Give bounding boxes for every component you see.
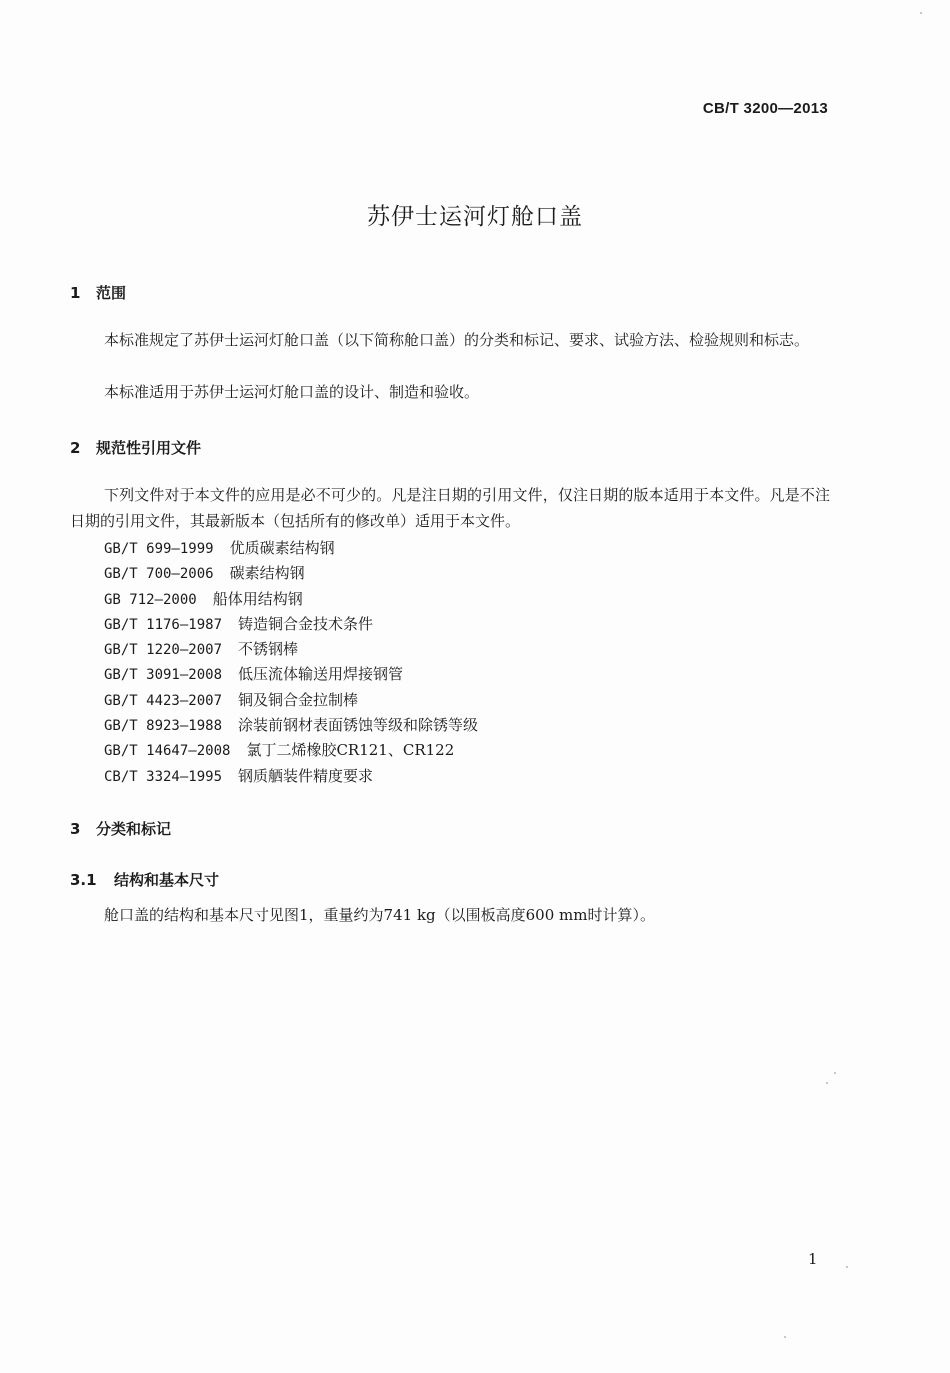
scan-speck [826,1082,828,1084]
subsection-3-1-heading [70,869,219,890]
section-title: 范围 [96,284,127,302]
reference-title: 钢质舾装件精度要求 [238,766,374,785]
reference-code: GB/T 700—2006 [104,566,214,583]
reference-item [104,612,478,637]
reference-item [104,561,478,586]
reference-title: 船体用结构钢 [212,589,303,608]
scope-paragraph-2: 本标准适用于苏伊士运河灯舱口盖的设计、制造和验收。 [104,383,480,401]
subsection-3-1-text: 舱口盖的结构和基本尺寸见图1，重量约为741 kg（以围板高度600 mm时计算）。 [104,906,655,924]
section-title: 分类和标记 [96,820,172,838]
subsection-title: 结构和基本尺寸 [114,871,220,889]
section-1-heading [70,282,126,303]
scan-speck [834,1072,836,1074]
reference-code: GB/T 14647—2008 [104,743,231,760]
reference-title: 涂装前钢材表面锈蚀等级和除锈等级 [238,716,479,735]
scan-speck [784,1336,786,1338]
reference-code: GB/T 8923—1988 [104,718,223,735]
reference-title: 铸造铜合金技术条件 [238,614,374,633]
reference-title: 优质碳素结构钢 [229,539,335,557]
reference-code: GB/T 1176—1987 [104,616,223,633]
reference-item [104,536,478,561]
section-3-heading [70,818,171,839]
reference-list [104,536,478,789]
reference-title: 不锈钢棒 [238,640,299,659]
reference-title: 铜及铜合金拉制棒 [238,690,359,709]
reference-code: GB/T 3091—2008 [104,667,223,684]
reference-title: 低压流体输送用焊接钢管 [238,665,404,684]
scope-paragraph-1: 本标准规定了苏伊士运河灯舱口盖（以下简称舱口盖）的分类和标记、要求、试验方法、检验规则和标志。 [104,331,810,349]
section-2-heading [70,437,201,458]
reference-item [104,713,478,738]
reference-item [104,688,478,713]
reference-code: CB/T 3324—1995 [104,768,223,785]
page-number: 1 [808,1250,818,1268]
reference-item [104,637,478,662]
reference-title: 碳素结构钢 [229,564,305,583]
reference-code: GB/T 699—1999 [104,541,214,557]
reference-code: GB/T 4423—2007 [104,692,223,709]
reference-item [104,587,478,612]
normative-refs-intro: 下列文件对于本文件的应用是必不可少的。凡是注日期的引用文件，仅注日期的版本适用于本文件。凡是不注日期的引用文件，其最新版本（包括所有的修改单）适用于本文件。 [70,486,830,530]
document-title: 苏伊士运河灯舱口盖 [367,204,583,230]
reference-item [104,738,478,763]
scan-speck [846,1266,848,1268]
reference-item [104,764,478,789]
section-number: 2 [70,439,81,457]
reference-code: GB/T 1220—2007 [104,642,223,659]
section-title: 规范性引用文件 [96,439,202,457]
document-code: CB/T 3200—2013 [702,100,828,117]
scan-speck [920,12,922,14]
reference-code: GB 712—2000 [104,591,197,608]
subsection-number: 3.1 [70,871,97,889]
section-number: 1 [70,284,81,302]
section-number: 3 [70,820,81,838]
reference-item [104,662,478,687]
reference-title: 氯丁二烯橡胶CR121、CR122 [246,741,455,760]
